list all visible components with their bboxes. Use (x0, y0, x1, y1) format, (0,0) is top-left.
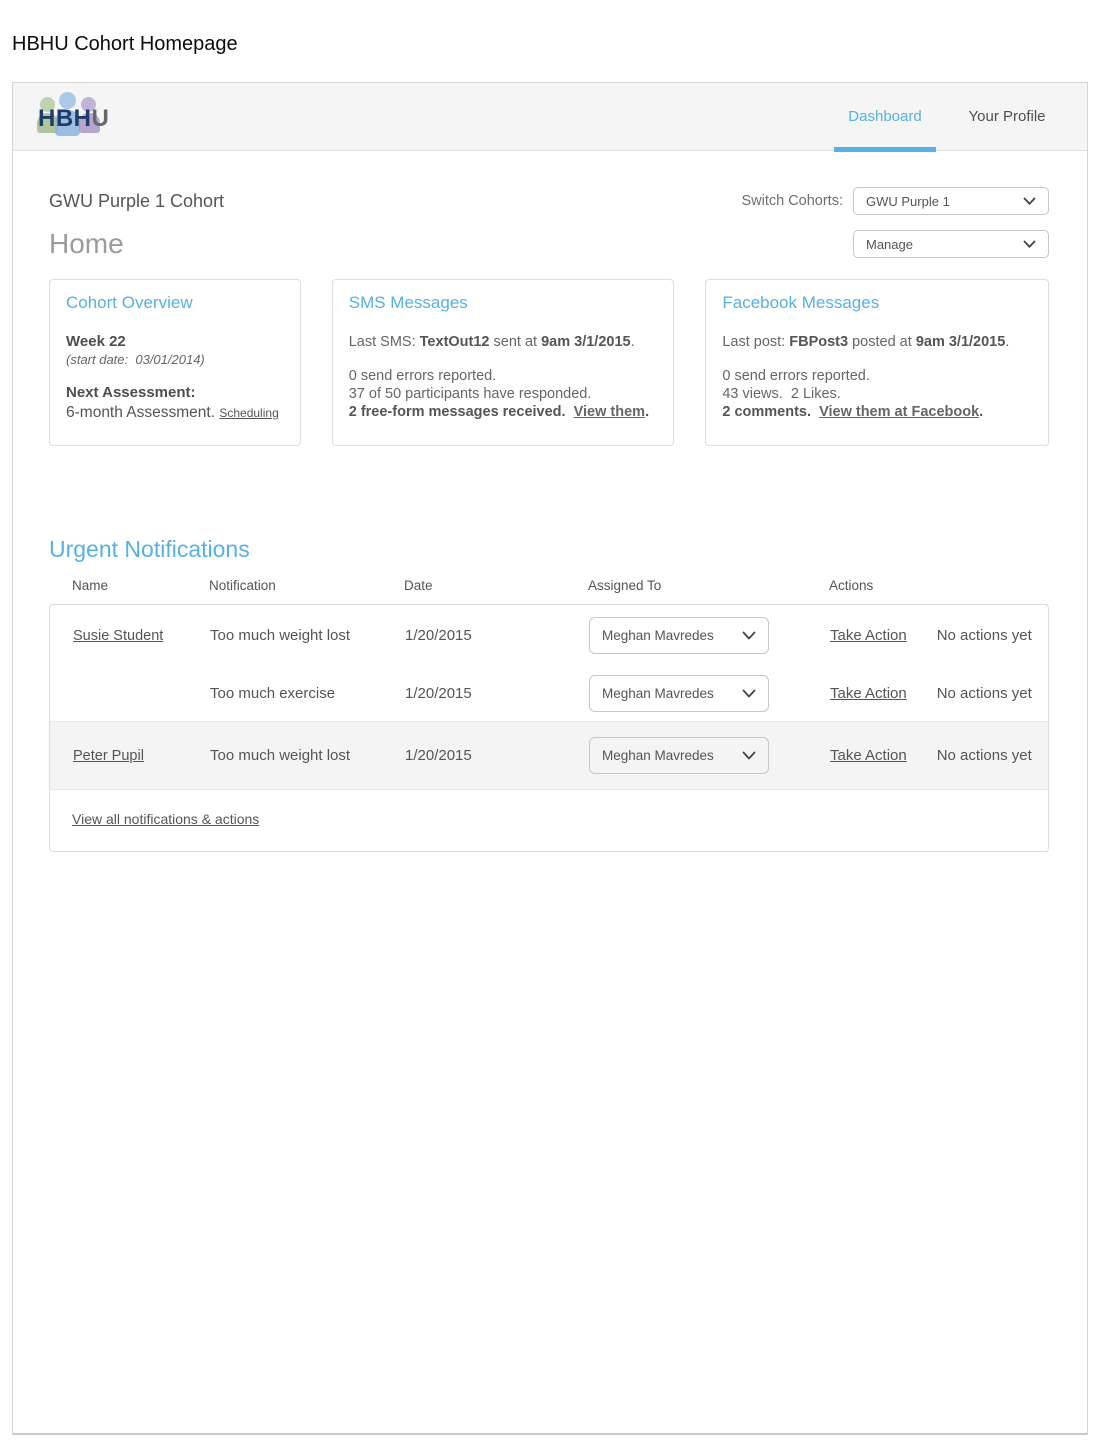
assigned-to-value: Meghan Mavredes (602, 748, 714, 763)
top-nav-bar (13, 83, 1087, 151)
date-cell: 1/20/2015 (405, 627, 472, 644)
hbhu-logo (38, 91, 110, 143)
tab-dashboard[interactable]: Dashboard (834, 83, 936, 151)
actions-status: No actions yet (936, 747, 1032, 764)
view-them-at-facebook-link[interactable]: View them at Facebook (819, 404, 980, 420)
chevron-down-icon (1023, 240, 1036, 249)
next-assessment-label: Next Assessment: (66, 384, 196, 401)
col-header-notification: Notification (209, 578, 276, 593)
sms-messages-title: SMS Messages (348, 293, 468, 312)
notification-cell: Too much weight lost (210, 747, 351, 764)
switch-cohorts-select[interactable] (853, 187, 1049, 215)
sms-last-line: Last SMS: TextOut12 sent at 9am 3/1/2015. (348, 334, 635, 350)
cohort-header-row (49, 187, 1049, 215)
start-date-label: (start date: 03/01/2014) (66, 352, 205, 367)
next-assessment-value: 6-month Assessment. Scheduling (66, 404, 279, 421)
table-row (50, 605, 1048, 666)
assigned-to-select[interactable] (589, 675, 769, 712)
take-action-link[interactable]: Take Action (830, 627, 907, 644)
urgent-notifications-title: Urgent Notifications (49, 536, 250, 562)
manage-select[interactable] (853, 230, 1049, 258)
col-header-date: Date (404, 578, 433, 593)
table-row (50, 666, 1048, 721)
notifications-column-headers (49, 578, 1049, 593)
view-them-link[interactable]: View them (573, 404, 646, 420)
notification-cell: Too much exercise (210, 685, 336, 702)
col-header-name: Name (72, 578, 109, 593)
participant-link[interactable]: Susie Student (73, 628, 164, 644)
assigned-to-select[interactable] (589, 737, 769, 774)
app-window (12, 82, 1088, 1435)
week-label: Week 22 (66, 333, 126, 350)
sms-messages-card (332, 279, 675, 446)
section-title-home: Home (49, 228, 124, 259)
assigned-to-value: Meghan Mavredes (602, 686, 714, 701)
take-action-link[interactable]: Take Action (830, 685, 907, 702)
switch-cohorts-group (741, 187, 1049, 215)
chevron-down-icon (742, 631, 756, 641)
fb-views-line: 43 views. 2 Likes. (722, 386, 841, 402)
cohort-overview-title: Cohort Overview (66, 293, 193, 312)
scheduling-link[interactable]: Scheduling (219, 406, 279, 420)
cohort-heading: GWU Purple 1 Cohort (49, 190, 225, 211)
page-title: HBHU Cohort Homepage (12, 33, 238, 55)
take-action-link[interactable]: Take Action (830, 747, 907, 764)
logo-wordmark: HBHU (38, 104, 110, 132)
table-row (50, 721, 1048, 789)
switch-cohorts-label: Switch Cohorts: (741, 193, 843, 209)
chevron-down-icon (742, 689, 756, 699)
sms-responded-line: 37 of 50 participants have responded. (348, 386, 592, 402)
chevron-down-icon (742, 751, 756, 761)
notifications-table (49, 604, 1049, 852)
chevron-down-icon (1023, 197, 1036, 206)
facebook-messages-card (705, 279, 1049, 446)
nav-tabs (834, 83, 1062, 151)
assigned-to-select[interactable] (589, 617, 769, 654)
view-all-notifications-link[interactable]: View all notifications & actions (72, 811, 260, 827)
notification-cell: Too much weight lost (210, 627, 351, 644)
fb-comments-line: 2 comments. View them at Facebook. (722, 404, 984, 420)
fb-errors-line: 0 send errors reported. (722, 368, 870, 384)
cohort-overview-card (49, 279, 301, 446)
col-header-actions: Actions (829, 578, 874, 593)
actions-status: No actions yet (936, 627, 1032, 644)
main-content (13, 187, 1087, 852)
tab-your-profile[interactable]: Your Profile (968, 108, 1046, 125)
sms-errors-line: 0 send errors reported. (348, 368, 497, 384)
assigned-to-value: Meghan Mavredes (602, 628, 714, 643)
summary-cards (49, 279, 1049, 446)
manage-value: Manage (866, 236, 913, 252)
actions-status: No actions yet (936, 685, 1032, 702)
table-footer (50, 789, 1048, 851)
date-cell: 1/20/2015 (405, 747, 472, 764)
date-cell: 1/20/2015 (405, 685, 472, 702)
sms-freeform-line: 2 free-form messages received. View them. (348, 404, 650, 420)
switch-cohorts-value: GWU Purple 1 (866, 193, 950, 209)
participant-link[interactable]: Peter Pupil (73, 748, 144, 764)
home-row (49, 228, 1049, 260)
col-header-assigned: Assigned To (588, 578, 662, 593)
fb-last-line: Last post: FBPost3 posted at 9am 3/1/2015. (722, 334, 1010, 350)
facebook-messages-title: Facebook Messages (722, 293, 880, 312)
